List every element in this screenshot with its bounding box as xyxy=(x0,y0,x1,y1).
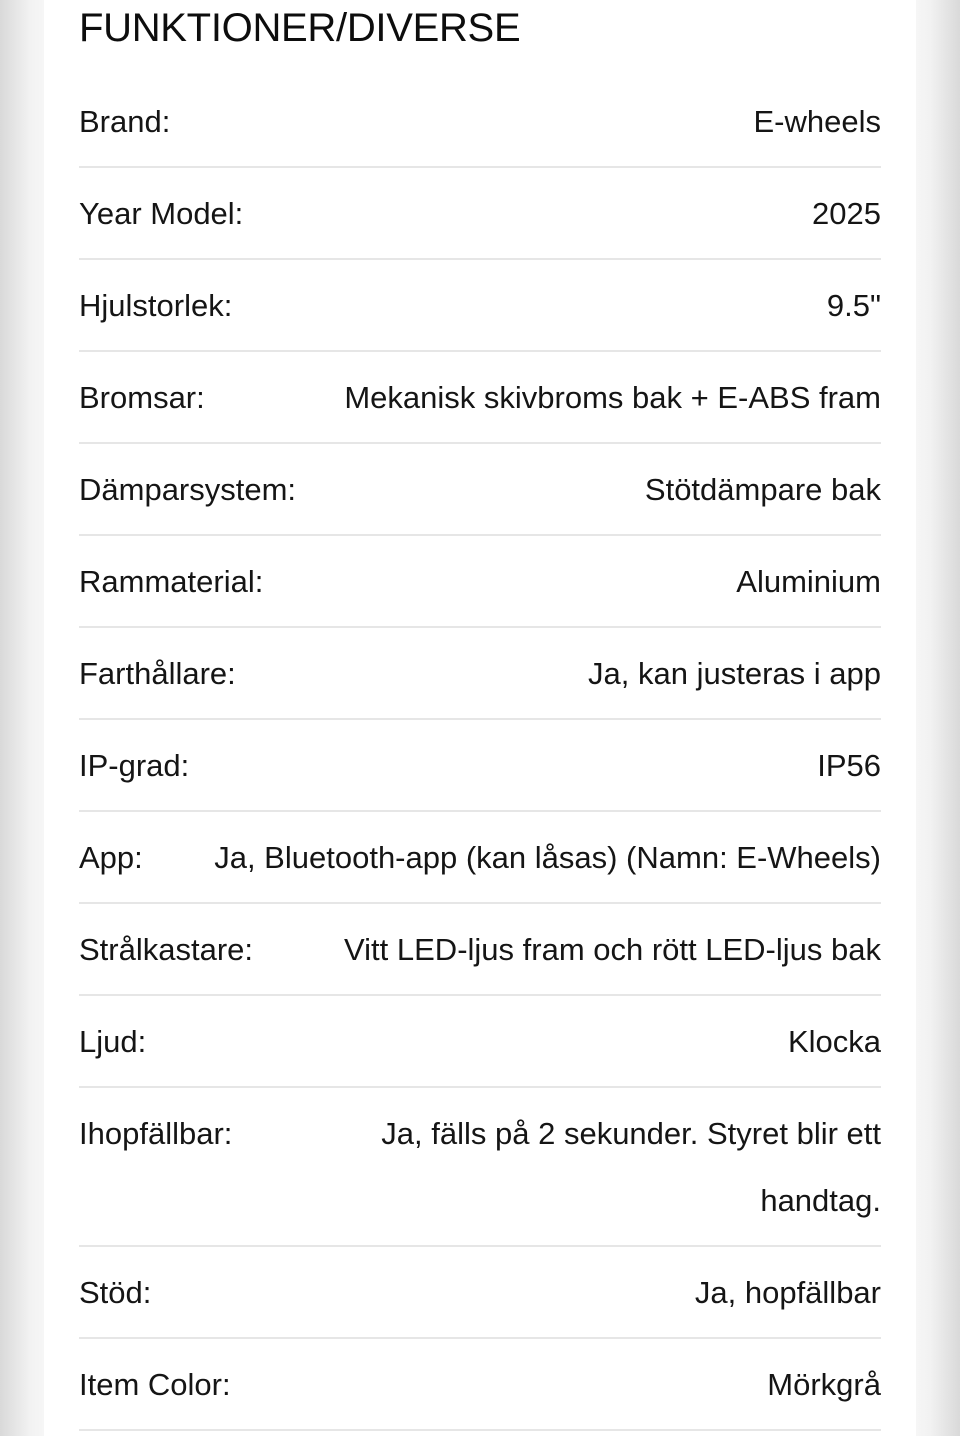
spec-row-suspension xyxy=(79,444,881,536)
spec-row-brakes xyxy=(79,352,881,444)
spec-row-cruise-control xyxy=(79,628,881,720)
spec-row-frame-material xyxy=(79,536,881,628)
spec-label: Farthållare: xyxy=(79,656,236,691)
spec-row-app xyxy=(79,812,881,904)
spec-row-headlights xyxy=(79,904,881,996)
spec-value: Aluminium xyxy=(736,564,881,599)
spec-value: E-wheels xyxy=(753,104,881,139)
spec-label: Bromsar: xyxy=(79,380,205,415)
spec-label: Brand: xyxy=(79,104,171,139)
spec-label: App: xyxy=(79,840,143,875)
spec-label: IP-grad: xyxy=(79,748,190,783)
section-title: FUNKTIONER/DIVERSE xyxy=(79,6,521,50)
spec-label: Ihopfällbar: xyxy=(79,1116,233,1151)
spec-value: Stötdämpare bak xyxy=(644,472,881,507)
spec-label: Dämparsystem: xyxy=(79,472,297,507)
spec-label: Ljud: xyxy=(79,1024,147,1059)
spec-row-brand xyxy=(79,76,881,168)
spec-row-ip-rating xyxy=(79,720,881,812)
spec-label: Year Model: xyxy=(79,196,244,231)
spec-row-kickstand xyxy=(79,1247,881,1339)
spec-row-item-color xyxy=(79,1339,881,1431)
spec-label: Item Color: xyxy=(79,1367,231,1402)
spec-label: Hjulstorlek: xyxy=(79,288,233,323)
spec-value: Vitt LED-ljus fram och rött LED-ljus bak xyxy=(344,932,881,967)
spec-row-sound xyxy=(79,996,881,1088)
spec-value: Ja, Bluetooth-app (kan låsas) (Namn: E-Wheels) xyxy=(214,840,881,875)
spec-value: Ja, fälls på 2 sekunder. Styret blir ett handtag. xyxy=(381,1116,881,1218)
spec-value: Klocka xyxy=(787,1024,881,1059)
spec-value: Ja, hopfällbar xyxy=(694,1275,881,1310)
spec-list xyxy=(79,76,881,1431)
spec-card xyxy=(44,0,916,1436)
spec-value: 2025 xyxy=(812,196,881,231)
spec-value: IP56 xyxy=(817,748,881,783)
spec-label: Rammaterial: xyxy=(79,564,264,599)
spec-label: Strålkastare: xyxy=(79,932,254,967)
spec-row-foldable xyxy=(79,1088,881,1247)
spec-value: Mörkgrå xyxy=(767,1367,881,1402)
spec-value: Mekanisk skivbroms bak + E-ABS fram xyxy=(344,380,881,415)
spec-row-year-model xyxy=(79,168,881,260)
spec-value: 9.5" xyxy=(826,288,881,323)
spec-row-wheel-size xyxy=(79,260,881,352)
spec-label: Stöd: xyxy=(79,1275,152,1310)
spec-value: Ja, kan justeras i app xyxy=(588,656,881,691)
